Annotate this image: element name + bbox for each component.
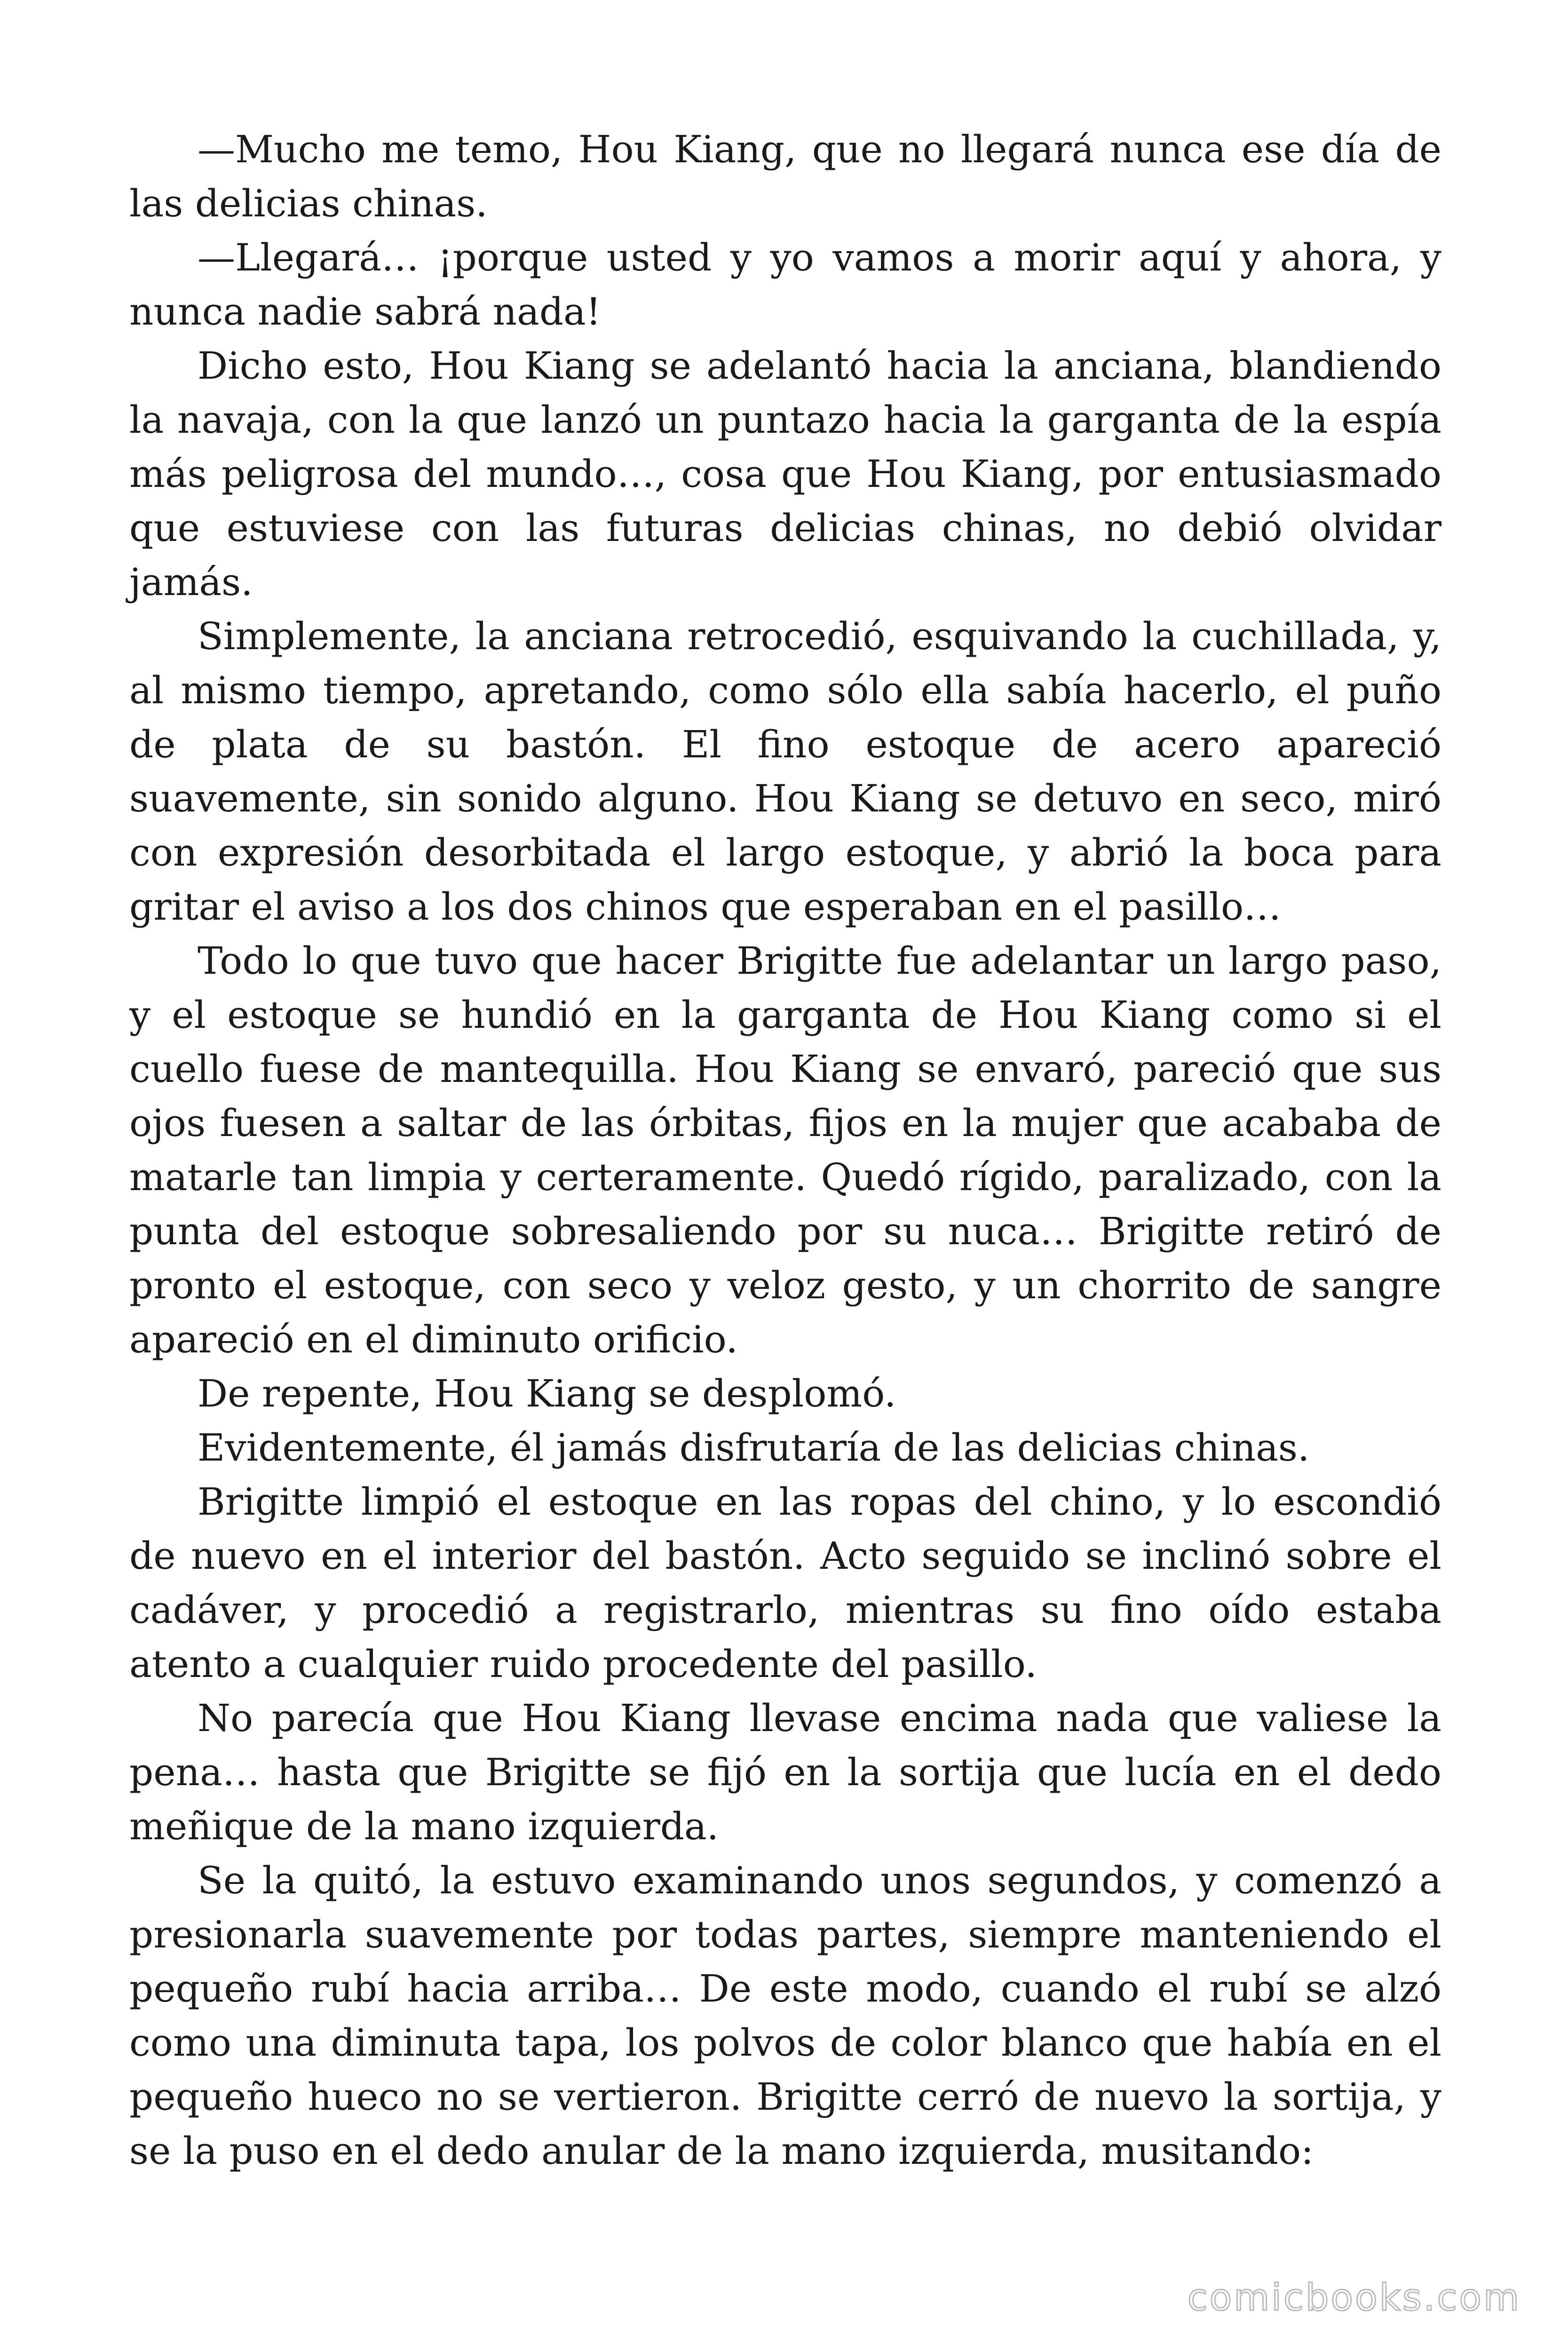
paragraph: Dicho esto, Hou Kiang se adelantó hacia la anciana, blandiendo la navaja, con la que lanzó un puntazo hacia la garganta de la espía más peligrosa del mundo…, cosa que Hou Kiang, por entusiasmado que estuviese con las futuras delicias chinas, no debió olvidar jamás.: [129, 344, 1441, 604]
page-body: [129, 122, 1441, 2178]
paragraph: De repente, Hou Kiang se desplomó.: [198, 1372, 896, 1415]
paragraph: Todo lo que tuvo que hacer Brigitte fue adelantar un largo paso, y el estoque se hundió en la garganta de Hou Kiang como si el cuello fuese de mantequilla. Hou Kiang se envaró, pareció que sus ojos fuesen a saltar de las órbitas, fijos en la mujer que acababa de matarle tan limpia y certeramente. Quedó rígido, paralizado, con la punta del estoque sobresaliendo por su nuca… Brigitte retiró de pronto el estoque, con seco y veloz gesto, y un chorrito de sangre apareció en el diminuto orificio.: [129, 939, 1441, 1361]
paragraph: Simplemente, la anciana retrocedió, esquivando la cuchillada, y, al mismo tiempo, apretando, como sólo ella sabía hacerlo, el puño de plata de su bastón. El fino estoque de acero apareció suavemente, sin sonido alguno. Hou Kiang se detuvo en seco, miró con expresión desorbitada el largo estoque, y abrió la boca para gritar el aviso a los dos chinos que esperaban en el pasillo…: [129, 614, 1441, 929]
paragraph: No parecía que Hou Kiang llevase encima nada que valiese la pena… hasta que Brigitte se fijó en la sortija que lucía en el dedo meñique de la mano izquierda.: [129, 1696, 1441, 1848]
paragraph: —Mucho me temo, Hou Kiang, que no llegará nunca ese día de las delicias chinas.: [129, 127, 1441, 225]
watermark: comicbooks.com: [1187, 2277, 1521, 2319]
paragraph: Se la quitó, la estuvo examinando unos segundos, y comenzó a presionarla suavemente por todas partes, siempre manteniendo el pequeño rubí hacia arriba… De este modo, cuando el rubí se alzó como una diminuta tapa, los polvos de color blanco que había en el pequeño hueco no se vertieron. Brigitte cerró de nuevo la sortija, y se la puso en el dedo anular de la mano izquierda, musitando:: [129, 1859, 1441, 2173]
paragraph: Evidentemente, él jamás disfrutaría de las delicias chinas.: [198, 1426, 1310, 1470]
paragraph: Brigitte limpió el estoque en las ropas del chino, y lo escondió de nuevo en el interior del bastón. Acto seguido se inclinó sobre el cadáver, y procedió a registrarlo, mientras su fino oído estaba atento a cualquier ruido procedente del pasillo.: [129, 1480, 1441, 1686]
paragraph: —Llegará… ¡porque usted y yo vamos a morir aquí y ahora, y nunca nadie sabrá nada!: [129, 236, 1441, 334]
